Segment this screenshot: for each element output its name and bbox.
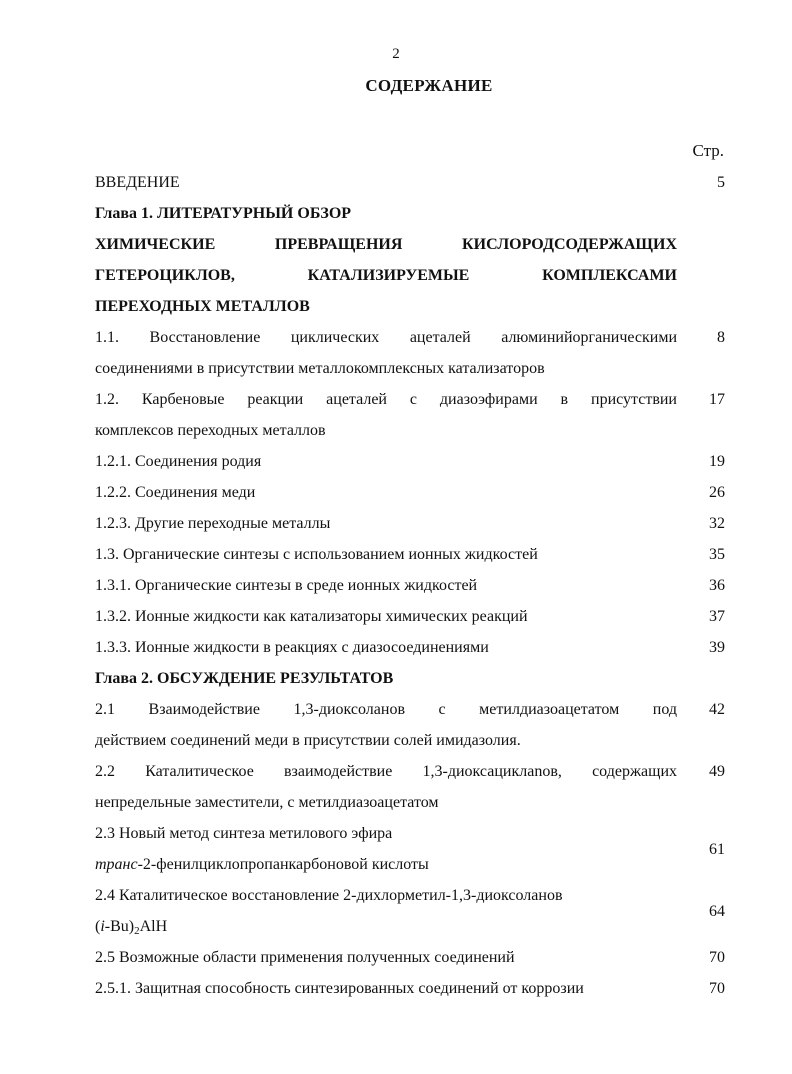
- toc-entry-text: 2.5 Возможные области применения полученных соединений: [95, 949, 515, 966]
- toc-entry-page: 70: [709, 980, 725, 997]
- italic-prefix: транс: [95, 856, 138, 873]
- toc-entry-text-line-2: непредельные заместители, с метилдиазоацетатом: [95, 794, 439, 811]
- toc-entry-text: 2.5.1. Защитная способность синтезированных соединений от коррозии: [95, 980, 584, 997]
- toc-entry-text-line-1: 1.2. Карбеновые реакции ацеталей с диазоэфирами в присутствии: [95, 391, 677, 408]
- chapter-2-heading: Глава 2. ОБСУЖДЕНИЕ РЕЗУЛЬТАТОВ: [95, 670, 394, 687]
- toc-entry-1-2-1: [95, 446, 725, 477]
- toc-entry-page: 39: [709, 639, 725, 656]
- toc-entry-text: 1.2.1. Соединения родия: [95, 453, 262, 470]
- toc-entry-page: 17: [709, 391, 725, 408]
- page-column-label: Стр.: [692, 141, 724, 160]
- formula-mid: -Bu): [104, 918, 135, 935]
- toc-entry-2-1: [95, 694, 725, 756]
- toc-entry-introduction: [95, 167, 725, 198]
- toc-entry-page: 42: [709, 701, 725, 718]
- toc-entry-page: 36: [709, 577, 725, 594]
- toc-entry-2-5-1: [95, 973, 725, 1004]
- toc-entry-page: 19: [709, 453, 725, 470]
- toc-entry-2-5: [95, 942, 725, 973]
- toc-entry-page: 37: [709, 608, 725, 625]
- toc-entry-1-3: [95, 539, 725, 570]
- toc-entry-page: 32: [709, 515, 725, 532]
- toc-entry-text-line-1: 1.1. Восстановление циклических ацеталей алюминийорганическими: [95, 329, 677, 346]
- toc-entry-text-line-2: [95, 849, 677, 880]
- toc-entry-page: 8: [717, 329, 725, 346]
- toc-entry-text-line-1: 2.4 Каталитическое восстановление 2-дихлорметил-1,3-диоксоланов: [95, 887, 563, 904]
- toc-entry-text-line-1: 2.2 Каталитическое взаимодействие 1,3-диоксациклanов, содержащих: [95, 763, 677, 780]
- toc-entry-1-2: [95, 384, 725, 446]
- toc-entry-text: 1.2.2. Соединения меди: [95, 484, 256, 501]
- formula-subscript: 2: [134, 925, 140, 937]
- document-title: СОДЕРЖАНИЕ: [365, 76, 493, 95]
- toc-entry-2-2: [95, 756, 725, 818]
- formula-end: AlH: [139, 918, 168, 935]
- chapter-1-subtitle-line-2: ГЕТЕРОЦИКЛОВ, КАТАЛИЗИРУЕМЫЕ КОМПЛЕКСАМИ: [95, 267, 677, 284]
- toc-entry-page: 5: [717, 174, 725, 191]
- toc-entry-1-3-1: [95, 570, 725, 601]
- toc-entry-page: 26: [709, 484, 725, 501]
- toc-entry-text-line-1: 2.3 Новый метод синтеза метилового эфира: [95, 825, 393, 842]
- toc-entry-1-2-3: [95, 508, 725, 539]
- formula-italic: i: [100, 918, 105, 935]
- line-rest: -2-фенилциклопропанкарбоновой кислоты: [137, 856, 429, 873]
- toc-entry-page: 61: [709, 840, 725, 858]
- table-of-contents: [95, 167, 725, 1004]
- toc-entry-text-line-2: действием соединений меди в присутствии солей имидазолия.: [95, 732, 521, 749]
- toc-entry-text-line-1: 2.1 Взаимодействие 1,3-диоксоланов с метилдиазоацетатом под: [95, 701, 677, 718]
- toc-entry-1-3-3: [95, 632, 725, 663]
- toc-entry-text: 1.2.3. Другие переходные металлы: [95, 515, 331, 532]
- formula-open: (: [95, 918, 101, 935]
- toc-entry-text: ВВЕДЕНИЕ: [95, 174, 180, 191]
- toc-entry-text: 1.3.1. Органические синтезы в среде ионных жидкостей: [95, 577, 478, 594]
- chapter-1-subtitle-line-1: ХИМИЧЕСКИЕ ПРЕВРАЩЕНИЯ КИСЛОРОДСОДЕРЖАЩИХ: [95, 236, 677, 253]
- toc-entry-page: 35: [709, 546, 725, 563]
- toc-entry-1-2-2: [95, 477, 725, 508]
- toc-entry-text: 1.3.3. Ионные жидкости в реакциях с диазосоединениями: [95, 639, 489, 656]
- chapter-1-heading: Глава 1. ЛИТЕРАТУРНЫЙ ОБЗОР: [95, 205, 352, 222]
- toc-entry-page: 49: [709, 763, 725, 780]
- toc-entry-1-3-2: [95, 601, 725, 632]
- toc-entry-1-1: [95, 322, 725, 384]
- toc-entry-text: 1.3. Органические синтезы с использованием ионных жидкостей: [95, 546, 538, 563]
- toc-entry-text: 1.3.2. Ионные жидкости как катализаторы химических реакций: [95, 608, 528, 625]
- toc-entry-text-line-2: [95, 911, 677, 942]
- toc-entry-2-4: [95, 880, 725, 942]
- page-number: 2: [392, 46, 400, 62]
- toc-entry-page: 64: [709, 902, 725, 920]
- toc-entry-page: 70: [709, 949, 725, 966]
- toc-entry-text-line-2: соединениями в присутствии металлокомплексных катализаторов: [95, 360, 545, 377]
- toc-entry-text-line-2: комплексов переходных металлов: [95, 422, 326, 439]
- chapter-1-subtitle-line-3: ПЕРЕХОДНЫХ МЕТАЛЛОВ: [95, 298, 310, 315]
- toc-entry-2-3: [95, 818, 725, 880]
